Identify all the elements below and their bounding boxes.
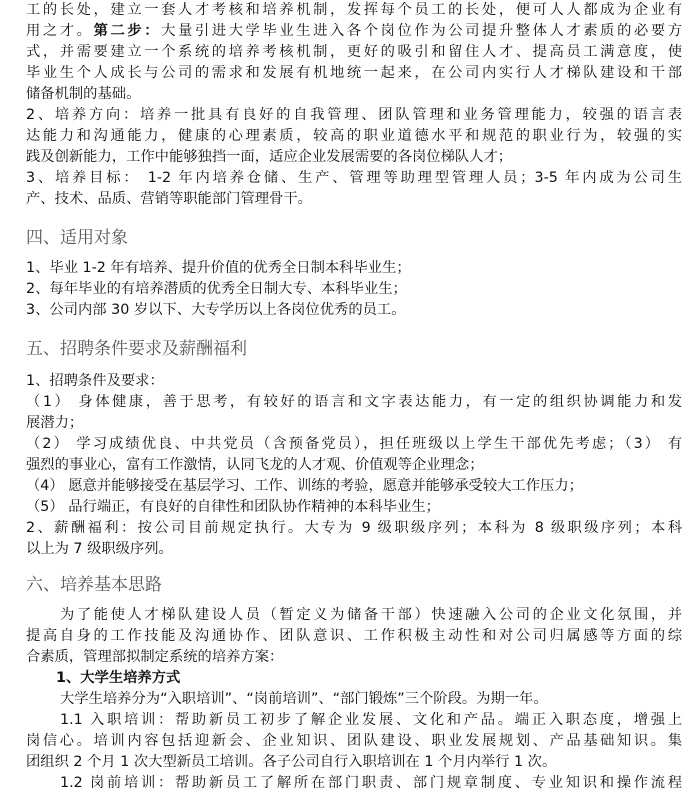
text-run: 用之才。 bbox=[26, 23, 94, 39]
subsection-heading: 1、大学生培养方式 bbox=[56, 670, 181, 686]
paragraph-line: 产、技术、品质、营销等职能部门管理骨干。 bbox=[26, 191, 312, 207]
list-item: 1、毕业 1-2 年有培养、提升价值的优秀全日制本科毕业生； bbox=[26, 260, 411, 276]
section-heading: 四、适用对象 bbox=[26, 228, 128, 248]
paragraph-line: 强烈的事业心，富有工作激情，认同飞龙的人才观、价值观等企业理念； bbox=[26, 457, 484, 473]
paragraph-line: 1.1 入职培训：帮助新员工初步了解企业发展、文化和产品。端正入职态度，增强上 bbox=[60, 712, 682, 728]
paragraph-line: 合素质，管理部拟制定系统的培养方案： bbox=[26, 649, 284, 665]
paragraph-line: （5） 品行端正，有良好的自律性和团队协作精神的本科毕业生； bbox=[26, 499, 440, 515]
list-item: 2、每年毕业的有培养潜质的优秀全日制大专、本科毕业生； bbox=[26, 281, 407, 297]
paragraph-line: 岗信心。培训内容包括迎新会、企业知识、团队建设、职业发展规划、产品基础知识。集 bbox=[26, 733, 682, 749]
paragraph-line: 达能力和沟通能力，健康的心理素质，较高的职业道德水平和规范的职业行为，较强的实 bbox=[26, 128, 682, 144]
paragraph-line: 2、培养方向：培养一批具有良好的自我管理、团队管理和业务管理能力，较强的语言表 bbox=[26, 107, 682, 123]
bold-step-label: 第二步： bbox=[93, 23, 162, 39]
paragraph-line: 提高自身的工作技能及沟通协作、团队意识、工作积极主动性和对公司归属感等方面的综 bbox=[26, 628, 682, 644]
paragraph-line: （1） 身体健康，善于思考，有较好的语言和文字表达能力，有一定的组织协调能力和发 bbox=[26, 394, 682, 410]
paragraph-line: 展潜力； bbox=[26, 415, 84, 431]
paragraph-line: 为了能使人才梯队建设人员（暂定义为储备干部）快速融入公司的企业文化氛围，并 bbox=[60, 607, 682, 623]
paragraph-line: 大学生培养分为“入职培训”、“岗前培训”、“部门锻炼”三个阶段。为期一年。 bbox=[60, 691, 548, 707]
paragraph-line: 式，并需要建立一个系统的培养考核机制，更好的吸引和留住人才、提高员工满意度，使 bbox=[26, 44, 682, 60]
section-heading: 五、招聘条件要求及薪酬福利 bbox=[26, 339, 247, 359]
paragraph-line: （4） 愿意并能够接受在基层学习、工作、训练的考验，愿意并能够承受较大工作压力； bbox=[26, 478, 583, 494]
paragraph-line: 2、薪酬福利：按公司目前规定执行。大专为 9 级职级序列；本科为 8 级职级序列；本科 bbox=[26, 520, 682, 536]
list-item: 3、公司内部 30 岁以下、大专学历以上各岗位优秀的员工。 bbox=[26, 302, 406, 318]
section-heading: 六、培养基本思路 bbox=[26, 575, 162, 595]
paragraph-line: 1.2 岗前培训：帮助新员工了解所在部门职责、部门规章制度、专业知识和操作流程 bbox=[60, 775, 682, 791]
paragraph-line: 践及创新能力，工作中能够独挡一面，适应企业发展需要的各岗位梯队人才； bbox=[26, 149, 513, 165]
paragraph-line: 3、培养目标： 1-2 年内培养仓储、生产、管理等助理型管理人员；3-5 年内成为公司生 bbox=[26, 170, 682, 186]
paragraph-line: （2） 学习成绩优良、中共党员（含预备党员），担任班级以上学生干部优先考虑；（3） 有 bbox=[26, 436, 682, 452]
paragraph-line: 储备机制的基础。 bbox=[26, 86, 141, 102]
paragraph-line: 以上为 7 级职级序列。 bbox=[26, 541, 173, 557]
paragraph-line: 毕业生个人成长与公司的需求和发展有机地统一起来，在公司内实行人才梯队建设和干部 bbox=[26, 65, 682, 81]
paragraph-line: 1、招聘条件及要求： bbox=[26, 373, 164, 389]
paragraph-line: 工的长处，建立一套人才考核和培养机制，发挥每个员工的长处，便可人人都成为企业有 bbox=[26, 2, 682, 18]
paragraph-line: 团组织 2 个月 1 次大型新员工培训。各子公司自行入职培训在 1 个月内举行 1 次。 bbox=[26, 754, 557, 770]
text-run: 大量引进大学毕业生进入各个岗位作为公司提升整体人才素质的必要方 bbox=[161, 23, 682, 39]
paragraph-line bbox=[26, 21, 682, 41]
